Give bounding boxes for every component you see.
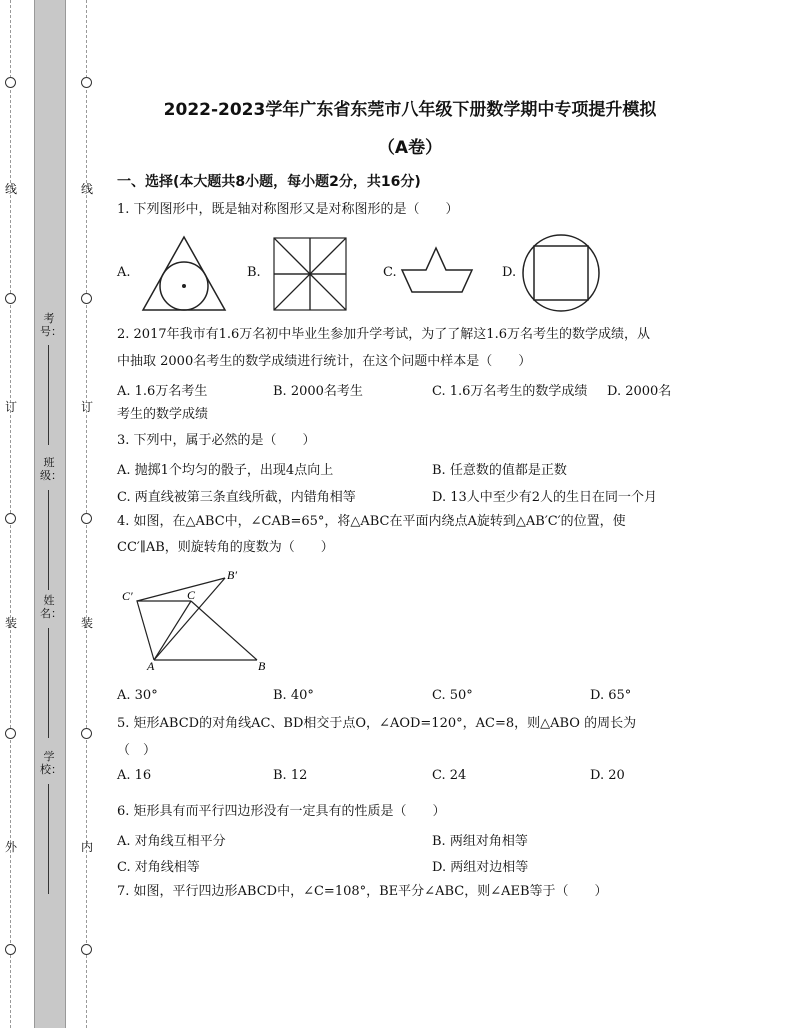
q6-option-b: B. 两组对角相等 — [432, 834, 528, 849]
question-2-line1: 2. 2017年我市有1.6万名初中毕业生参加升学考试，为了了解这1.6万名考生的数学成绩，从 — [117, 327, 650, 342]
q4-option-b: B. 40° — [273, 688, 314, 703]
q5-option-d: D. 20 — [590, 768, 625, 783]
q2-option-c: C. 1.6万名考生的数学成绩 — [432, 384, 588, 399]
q2-option-a: A. 1.6万名考生 — [117, 384, 208, 399]
class-label: 班级： — [40, 456, 62, 482]
binding-hole — [81, 944, 92, 955]
exam-number-line — [48, 345, 49, 445]
margin-char-inner: 内 — [80, 840, 93, 854]
q1-option-b-label: B. — [247, 265, 261, 280]
q3-option-c: C. 两直线被第三条直线所截，内错角相等 — [117, 490, 356, 505]
q2-option-b: B. 2000名考生 — [273, 384, 363, 399]
q3-option-a: A. 抛掷1个均匀的骰子，出现4点向上 — [117, 463, 334, 478]
q1-figure-b — [270, 234, 350, 314]
q6-option-a: A. 对角线互相平分 — [117, 834, 226, 849]
question-4-line1: 4. 如图，在△ABC中，∠CAB=65°，将△ABC在平面内绕点A旋转到△AB′C′的位置，使 — [117, 514, 626, 529]
binding-hole — [81, 293, 92, 304]
binding-hole — [81, 513, 92, 524]
q3-option-b: B. 任意数的值都是正数 — [432, 463, 567, 478]
q4-option-a: A. 30° — [117, 688, 158, 703]
q4-option-c: C. 50° — [432, 688, 473, 703]
binding-hole — [5, 77, 16, 88]
class-line — [48, 490, 49, 590]
binding-hole — [5, 513, 16, 524]
question-7-stem: 7. 如图，平行四边形ABCD中，∠C=108°，BE平分∠ABC，则∠AEB等于（ ） — [117, 884, 608, 899]
binding-hole — [5, 293, 16, 304]
margin-char-bind: 装 — [4, 616, 17, 630]
name-line — [48, 628, 49, 738]
q1-figure-d — [521, 233, 601, 313]
point-b-prime: B′ — [227, 568, 237, 582]
margin-char-line: 线 — [80, 182, 93, 196]
binding-strip — [34, 0, 66, 1028]
school-label: 学校： — [40, 750, 62, 776]
q2-option-d-continued: 考生的数学成绩 — [117, 407, 209, 422]
binding-hole — [81, 77, 92, 88]
point-b: B — [258, 659, 266, 673]
binding-hole — [5, 944, 16, 955]
q1-option-d-label: D. — [502, 265, 517, 280]
q6-option-c: C. 对角线相等 — [117, 860, 200, 875]
q2-option-d: D. 2000名 — [607, 384, 672, 399]
name-label: 姓名： — [40, 594, 62, 620]
margin-char-staple: 订 — [80, 400, 93, 414]
question-3-stem: 3. 下列中，属于必然的是（ ） — [117, 433, 316, 448]
margin-char-line: 线 — [4, 182, 17, 196]
question-4-line2: CC′∥AB，则旋转角的度数为（ ） — [117, 540, 334, 555]
q4-rotation-figure — [117, 566, 277, 676]
margin-char-bind: 装 — [80, 616, 93, 630]
question-5-line2: （ ） — [117, 743, 157, 758]
point-c-prime: C′ — [122, 589, 133, 603]
question-6-stem: 6. 矩形具有而平行四边形没有一定具有的性质是（ ） — [117, 804, 446, 819]
question-2-line2: 中抽取 2000名考生的数学成绩进行统计，在这个问题中样本是（ ） — [117, 354, 532, 369]
binding-hole — [5, 728, 16, 739]
q6-option-d: D. 两组对边相等 — [432, 860, 529, 875]
point-a: A — [147, 659, 155, 673]
exam-number-label: 考号： — [40, 312, 62, 338]
q3-option-d: D. 13人中至少有2人的生日在同一个月 — [432, 490, 658, 505]
q5-option-c: C. 24 — [432, 768, 467, 783]
q1-option-c-label: C. — [383, 265, 397, 280]
margin-char-outer: 外 — [4, 840, 17, 854]
q1-figure-a — [140, 234, 228, 314]
q5-option-b: B. 12 — [273, 768, 308, 783]
q1-option-a-label: A. — [117, 265, 131, 280]
point-c: C — [187, 588, 196, 602]
question-5-line1: 5. 矩形ABCD的对角线AC、BD相交于点O，∠AOD=120°，AC=8，则△ABO 的周长为 — [117, 716, 637, 731]
binding-hole — [81, 728, 92, 739]
margin-char-staple: 订 — [4, 400, 17, 414]
page-title: 2022-2023学年广东省东莞市八年级下册数学期中专项提升模拟 — [163, 100, 657, 120]
question-1-stem: 1. 下列图形中，既是轴对称图形又是对称图形的是（ ） — [117, 202, 459, 217]
q4-option-d: D. 65° — [590, 688, 632, 703]
q1-figure-c — [400, 244, 476, 296]
school-line — [48, 784, 49, 894]
section-heading: 一、选择(本大题共8小题，每小题2分，共16分) — [117, 174, 421, 190]
q5-option-a: A. 16 — [117, 768, 152, 783]
page-subtitle: （A卷） — [377, 138, 443, 158]
